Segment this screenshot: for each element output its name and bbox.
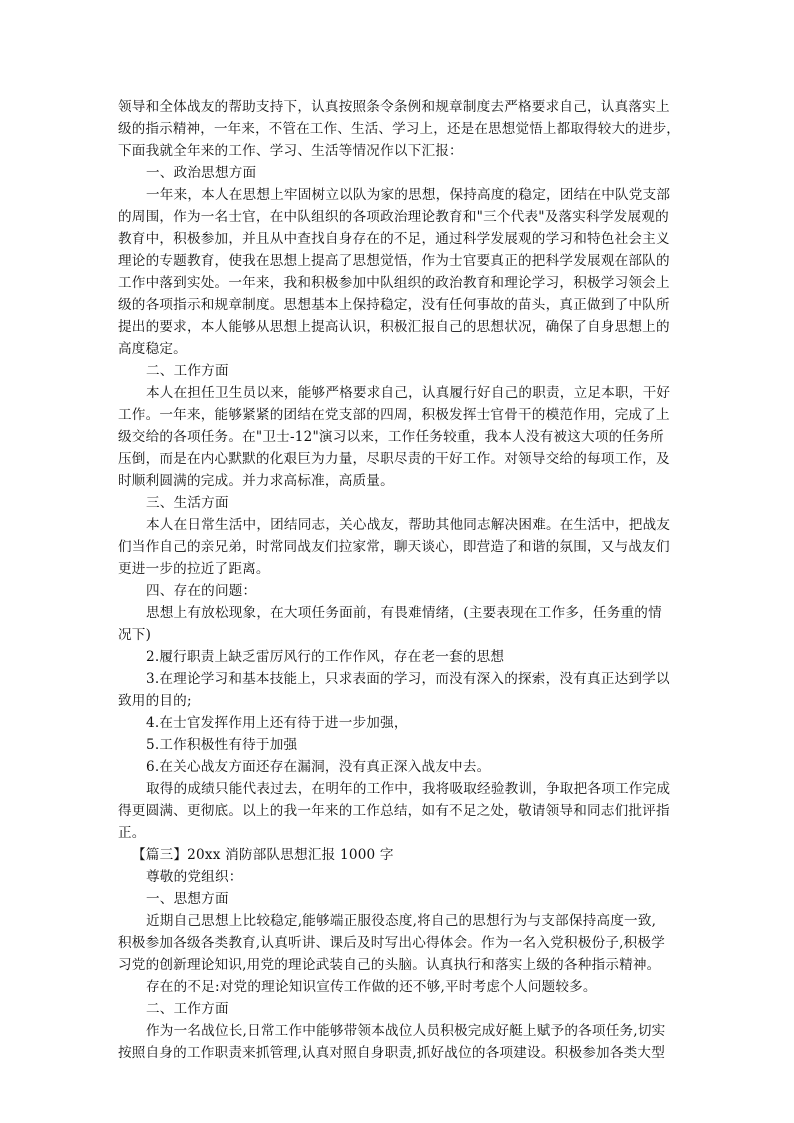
text-line: 工作中落到实处。一年来，我和积极参加中队组织的政治教育和理论学习，积极学习领会上 — [118, 275, 670, 291]
text-line: 们当作自己的亲兄弟，时常同战友们拉家常，聊天谈心，即营造了和谐的氛围，又与战友们 — [118, 539, 670, 555]
text-line: 时顺利圆满的完成。并力求高标准，高质量。 — [118, 473, 394, 489]
text-line: 工作。一年来，能够紧紧的团结在党支部的四周，积极发挥士官骨干的模范作用，完成了上 — [118, 407, 670, 423]
text-line: 【篇三】20xx 消防部队思想汇报 1000 字 — [132, 847, 394, 863]
text-line: 尊敬的党组织： — [146, 869, 243, 885]
text-line: 四、存在的问题： — [146, 583, 257, 599]
text-line: 况下) — [118, 627, 152, 643]
text-line: 取得的成绩只能代表过去，在明年的工作中，我将吸取经验教训，争取把各项工作完成 — [146, 781, 671, 797]
text-line: 本人在担任卫生员以来，能够严格要求自己，认真履行好自己的职责，立足本职，干好 — [146, 385, 671, 401]
text-line: 习党的创新理论知识,用党的理论武装自己的头脑。认真执行和落实上级的各种指示精神。 — [118, 957, 661, 973]
text-line: 3.在理论学习和基本技能上，只求表面的学习，而没有深入的探索，没有真正达到学以 — [146, 671, 670, 687]
text-line: 领导和全体战友的帮助支持下，认真按照条令条例和规章制度去严格要求自己，认真落实上 — [118, 99, 670, 115]
text-line: 教育中，积极参加，并且从中查找自身存在的不足，通过科学发展观的学习和特色社会主义 — [118, 231, 670, 247]
text-line: 压倒，而是在内心默默的化艰巨为力量，尽职尽责的干好工作。对领导交给的每项工作，及 — [118, 451, 670, 467]
text-line: 6.在关心战友方面还存在漏洞，没有真正深入战友中去。 — [146, 759, 491, 775]
text-line: 二、工作方面 — [146, 363, 229, 379]
text-line: 级的指示精神，一年来，不管在工作、生活、学习上，还是在思想觉悟上都取得较大的进步， — [118, 121, 680, 137]
text-line: 的周围，作为一名士官，在中队组织的各项政治理论教育和"三个代表"及落实科学发展观的 — [118, 209, 669, 225]
text-line: 更进一步的拉近了距离。 — [118, 561, 270, 577]
text-line: 级的各项指示和规章制度。思想基本上保持稳定，没有任何事故的苗头，真正做到了中队所 — [118, 297, 670, 313]
text-line: 下面我就全年来的工作、学习、生活等情况作以下汇报： — [118, 143, 463, 159]
text-line: 一年来，本人在思想上牢固树立以队为家的思想，保持高度的稳定，团结在中队党支部 — [146, 187, 671, 203]
text-line: 得更圆满、更彻底。以上的我一年来的工作总结，如有不足之处，敬请领导和同志们批评指 — [118, 803, 670, 819]
text-line: 作为一名战位长,日常工作中能够带领本战位人员积极完成好艇上赋予的各项任务,切实 — [146, 1023, 666, 1039]
text-line: 存在的不足:对党的理论知识宣传工作做的还不够,平时考虑个人问题较多。 — [146, 979, 597, 995]
text-line: 正。 — [118, 825, 146, 841]
text-line: 高度稳定。 — [118, 341, 187, 357]
text-line: 思想上有放松现象，在大项任务面前，有畏难情绪，(主要表现在工作多，任务重的情 — [146, 605, 662, 621]
text-line: 近期自己思想上比较稳定,能够端正服役态度,将自己的思想行为与支部保持高度一致, — [146, 913, 657, 929]
text-line: 理论的专题教育，使我在思想上提高了思想觉悟，作为士官要真正的把科学发展观在部队的 — [118, 253, 670, 269]
text-line: 一、思想方面 — [146, 891, 229, 907]
text-line: 三、生活方面 — [146, 495, 229, 511]
text-line: 积极参加各级各类教育,认真听讲、课后及时写出心得体会。作为一名入党积极份子,积极学 — [118, 935, 665, 951]
text-line: 按照自身的工作职责来抓管理,认真对照自身职责,抓好战位的各项建设。积极参加各类大型 — [118, 1045, 665, 1061]
text-line: 二、工作方面 — [146, 1001, 229, 1017]
text-line: 4.在士官发挥作用上还有待于进一步加强， — [146, 715, 408, 731]
text-line: 一、政治思想方面 — [146, 165, 257, 181]
text-line: 2.履行职责上缺乏雷厉风行的工作作风，存在老一套的思想 — [146, 649, 505, 665]
text-line: 提出的要求，本人能够从思想上提高认识，积极汇报自己的思想状况，确保了自身思想上的 — [118, 319, 670, 335]
text-line: 本人在日常生活中，团结同志，关心战友，帮助其他同志解决困难。在生活中，把战友 — [146, 517, 671, 533]
text-line: 致用的目的; — [118, 693, 192, 709]
text-line: 级交给的各项任务。在"卫士-12"演习以来，工作任务较重，我本人没有被这大项的任务所 — [118, 429, 664, 445]
text-line: 5.工作积极性有待于加强 — [146, 737, 298, 753]
document-body — [118, 96, 680, 1064]
